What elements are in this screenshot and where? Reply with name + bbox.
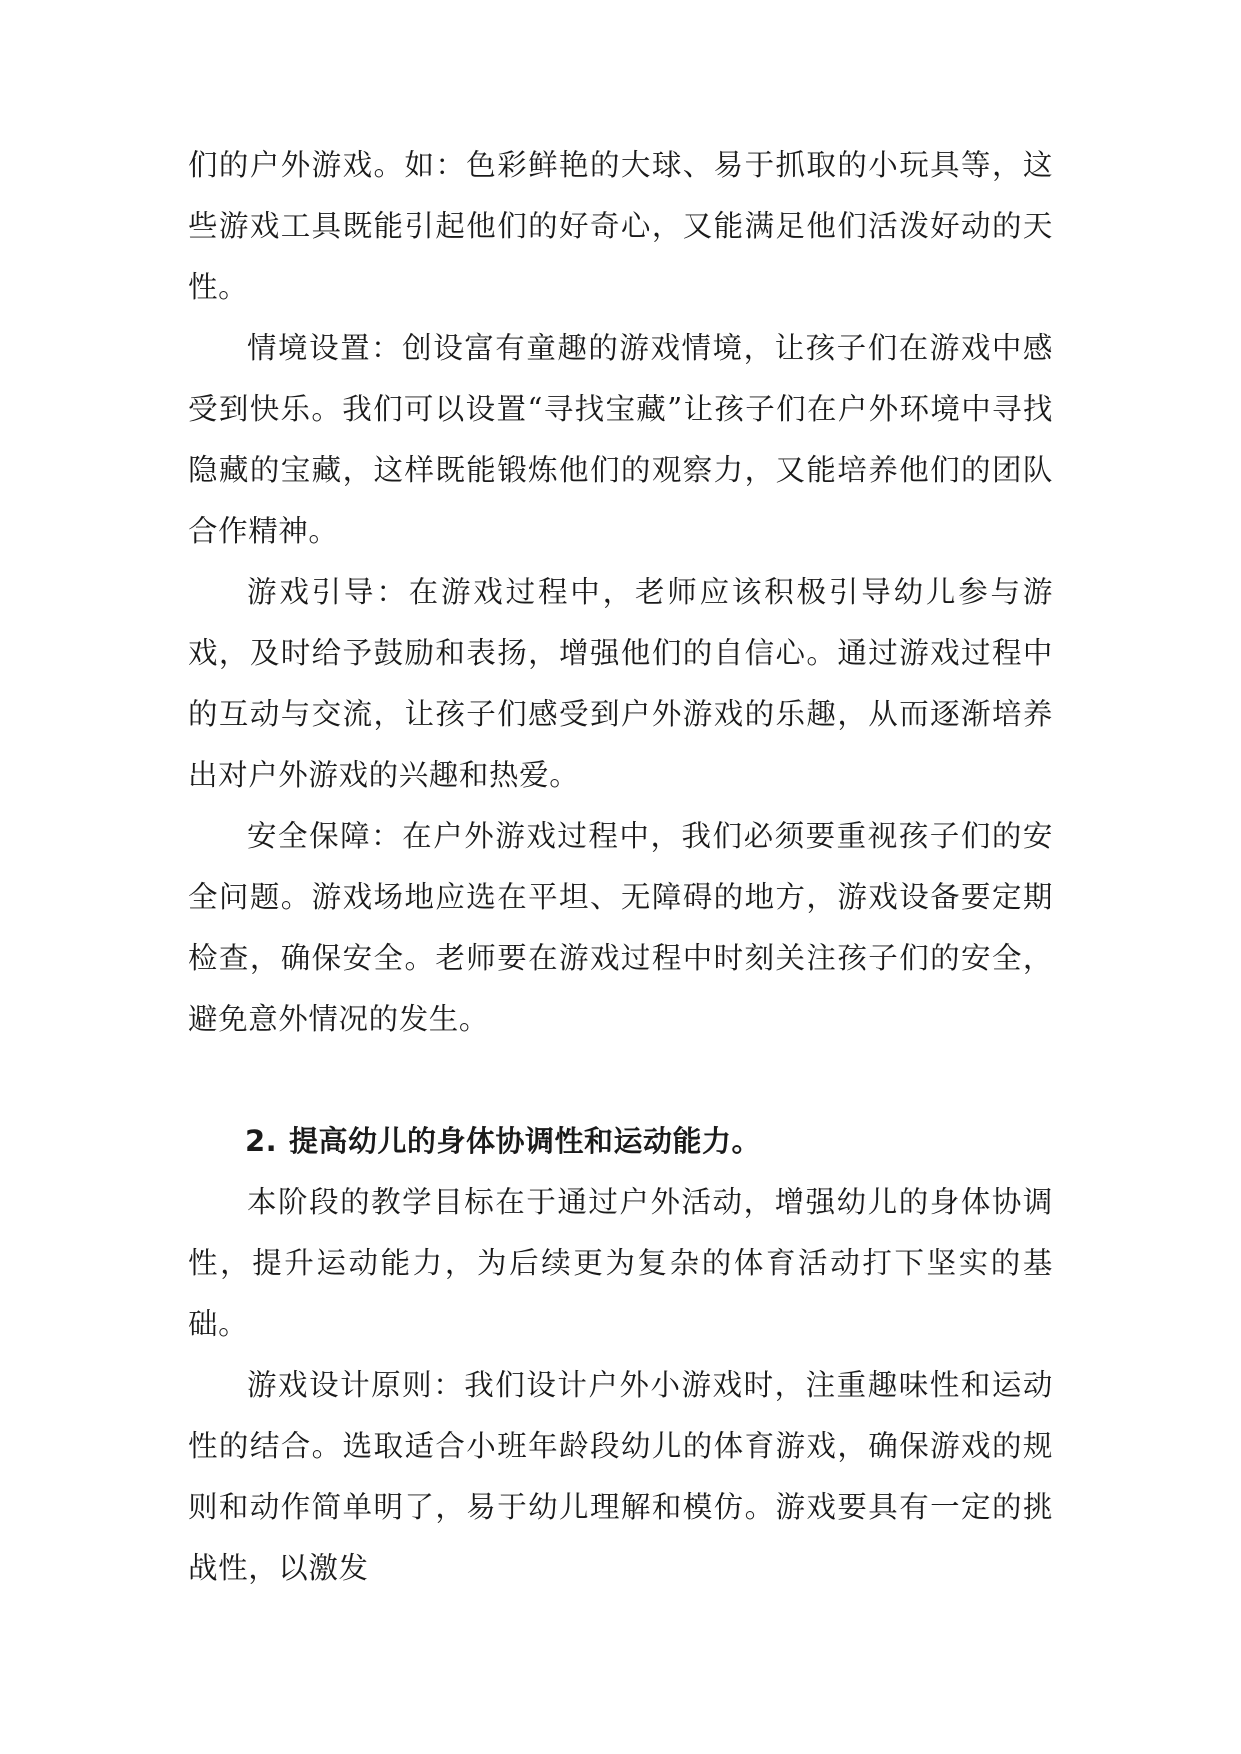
paragraph-game-guidance: 游戏引导：在游戏过程中，老师应该积极引导幼儿参与游戏，及时给予鼓励和表扬，增强他们的自信心。通过游戏过程中的互动与交流，让孩子们感受到户外游戏的乐趣，从而逐渐培养出对户外游戏的兴趣和热爱。 (188, 575, 1053, 792)
section-title: 提高幼儿的身体协调性和运动能力。 (289, 1124, 762, 1158)
section-number: 2. (245, 1124, 278, 1158)
paragraph-scenario-setting: 情境设置：创设富有童趣的游戏情境，让孩子们在游戏中感受到快乐。我们可以设置“寻找宝藏”让孩子们在户外环境中寻找隐藏的宝藏，这样既能锻炼他们的观察力，又能培养他们的团队合作精神。 (188, 331, 1053, 548)
paragraph-teaching-goal: 本阶段的教学目标在于通过户外活动，增强幼儿的身体协调性，提升运动能力，为后续更为复杂的体育活动打下坚实的基础。 (188, 1185, 1053, 1341)
section-heading (188, 1111, 1053, 1172)
paragraph-safety: 安全保障：在户外游戏过程中，我们必须要重视孩子们的安全问题。游戏场地应选在平坦、无障碍的地方，游戏设备要定期检查，确保安全。老师要在游戏过程中时刻关注孩子们的安全，避免意外情况的发生。 (188, 819, 1053, 1036)
document-page (188, 135, 1053, 1599)
paragraph-design-principles: 游戏设计原则：我们设计户外小游戏时，注重趣味性和运动性的结合。选取适合小班年龄段幼儿的体育游戏，确保游戏的规则和动作简单明了，易于幼儿理解和模仿。游戏要具有一定的挑战性，以激发 (188, 1368, 1053, 1585)
paragraph-continuation: 们的户外游戏。如：色彩鲜艳的大球、易于抓取的小玩具等，这些游戏工具既能引起他们的好奇心，又能满足他们活泼好动的天性。 (188, 148, 1053, 304)
